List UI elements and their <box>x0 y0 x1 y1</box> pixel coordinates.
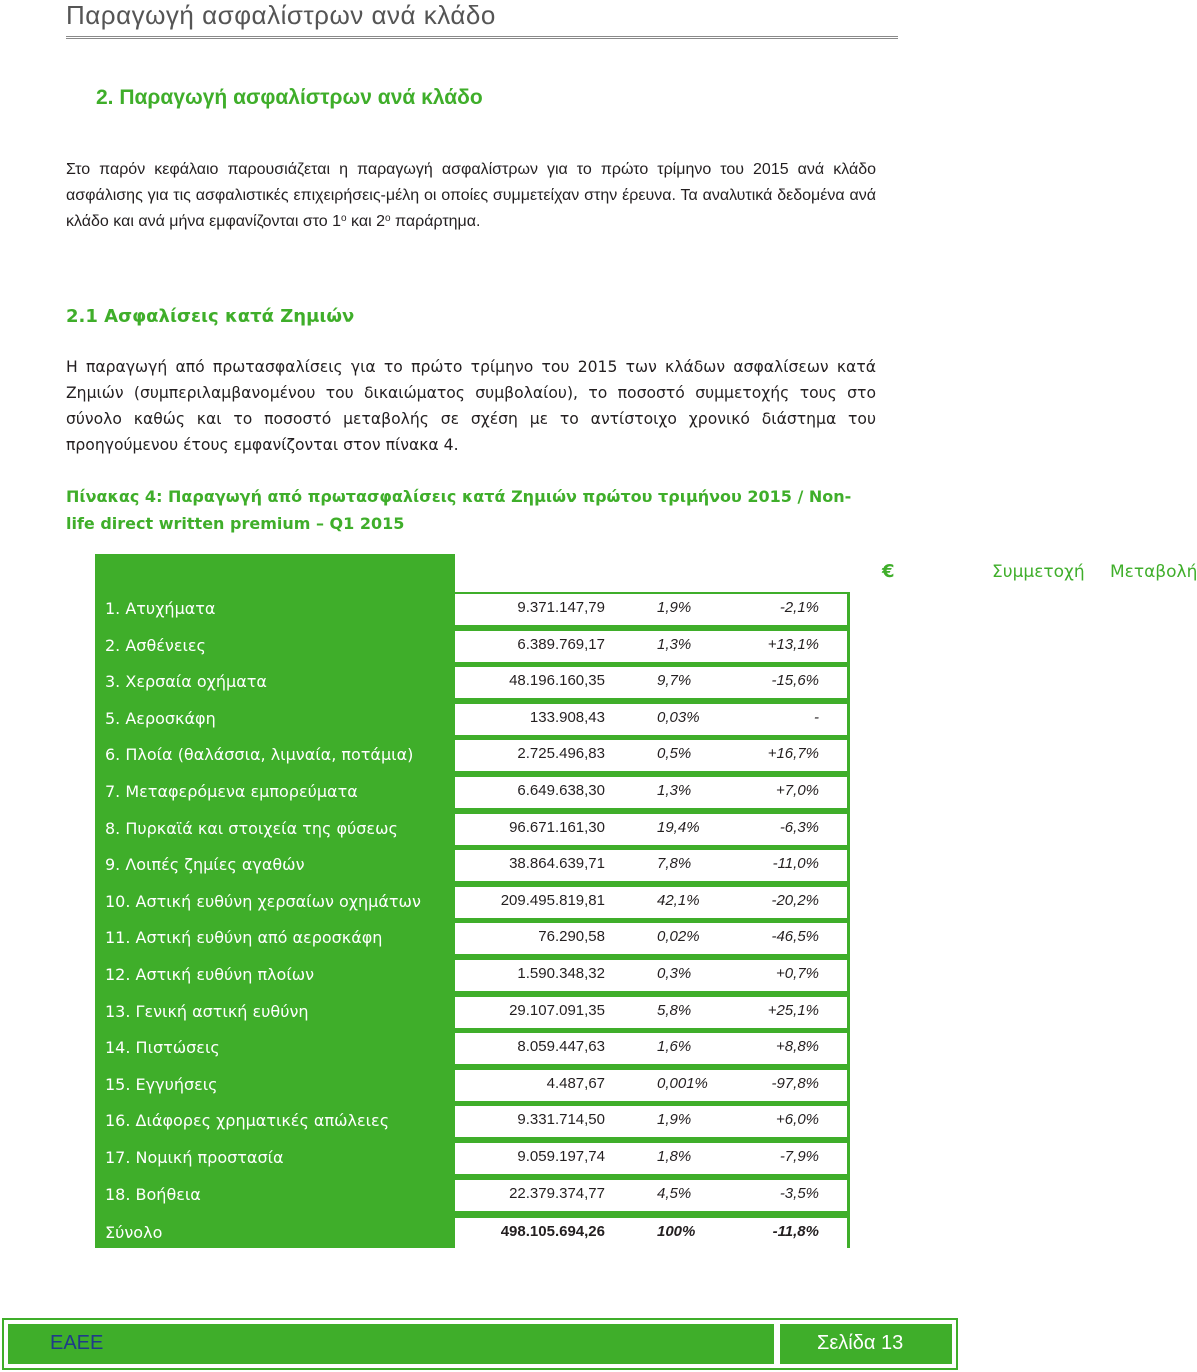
header-share: Συμμετοχή <box>992 562 1085 582</box>
row-share: 19,4% <box>657 819 700 836</box>
row-value: 6.389.769,17 <box>517 636 605 653</box>
row-label: 13. Γενική αστική ευθύνη <box>105 1002 309 1021</box>
row-cells <box>455 740 847 771</box>
table-row <box>95 593 850 626</box>
row-value: 2.725.496,83 <box>517 745 605 762</box>
footer-page-number: Σελίδα 13 <box>817 1332 904 1354</box>
row-label: 10. Αστική ευθύνη χερσαίων οχημάτων <box>105 892 421 911</box>
row-cells <box>455 814 847 845</box>
row-share: 0,001% <box>657 1075 708 1092</box>
footer-page-box <box>780 1324 952 1364</box>
row-share: 9,7% <box>657 672 692 689</box>
row-share: 1,9% <box>657 1111 692 1128</box>
row-cells <box>455 997 847 1028</box>
subsection-title: 2.1 Ασφαλίσεις κατά Ζημιών <box>66 306 355 327</box>
footer-org: ΕΑΕΕ <box>50 1332 104 1354</box>
row-value: 8.059.447,63 <box>517 1038 605 1055</box>
row-value: 76.290,58 <box>538 928 605 945</box>
row-value: 38.864.639,71 <box>509 855 605 872</box>
table-row <box>95 703 850 736</box>
header-euro: € <box>882 561 895 582</box>
table-total-row <box>95 1217 850 1250</box>
row-change: +16,7% <box>767 745 819 762</box>
header-change: Μεταβολή <box>1110 562 1197 582</box>
row-change: -7,9% <box>779 1148 819 1165</box>
table-row <box>95 1105 850 1138</box>
row-cells <box>455 631 847 662</box>
table-row <box>95 1179 850 1212</box>
row-share: 42,1% <box>657 892 700 909</box>
row-share: 1,9% <box>657 599 692 616</box>
row-change: +13,1% <box>767 636 819 653</box>
row-change: +8,8% <box>776 1038 819 1055</box>
row-value: 9.059.197,74 <box>517 1148 605 1165</box>
subsection-paragraph: Η παραγωγή από πρωτασφαλίσεις για το πρώτο τρίμηνο του 2015 των κλάδων ασφαλίσεων κατά Ζημιών (συμπεριλαμβανομένου του δικαιώματος συμβολαίου), το ποσοστό συμμετοχής τους στο σύνολο καθώς και το ποσοστό μεταβολής σε σχέση με το αντίστοιχο χρονικό διάστημα του προηγούμενου έτους εμφανίζονται στον πίνακα 4. <box>66 358 876 454</box>
row-cells <box>455 960 847 991</box>
table-row <box>95 886 850 919</box>
row-share: 1,6% <box>657 1038 692 1055</box>
table-row <box>95 1142 850 1175</box>
row-label: 15. Εγγυήσεις <box>105 1075 218 1094</box>
table-header-cells <box>455 554 1197 592</box>
intro-sup-2: ο <box>385 213 391 224</box>
row-change: -97,8% <box>771 1075 819 1092</box>
row-label: 18. Βοήθεια <box>105 1185 201 1204</box>
row-change: -6,3% <box>779 819 819 836</box>
row-change: +25,1% <box>767 1002 819 1019</box>
row-share: 0,02% <box>657 928 700 945</box>
table-header-row <box>95 554 1197 592</box>
premium-table <box>95 554 1197 1248</box>
row-cells <box>455 1070 847 1101</box>
row-cells <box>455 1143 847 1174</box>
row-share: 5,8% <box>657 1002 692 1019</box>
row-change: - <box>814 709 819 726</box>
row-change: -2,1% <box>779 599 819 616</box>
intro-text-a: Στο παρόν κεφάλαιο παρουσιάζεται η παραγωγή ασφαλίστρων για το πρώτο τρίμηνο του 2015 ανά κλάδο ασφάλισης για τις ασφαλιστικές επιχειρήσεις-μέλη οι οποίες συμμετείχαν στην έρευνα. Τα αναλυτικά δεδομένα ανά κλάδο και ανά μήνα εμφανίζονται στο 1 <box>66 161 876 230</box>
row-label: 11. Αστική ευθύνη από αεροσκάφη <box>105 928 383 947</box>
row-change: +7,0% <box>776 782 819 799</box>
row-label: 3. Χερσαία οχήματα <box>105 672 267 691</box>
row-value: 96.671.161,30 <box>509 819 605 836</box>
row-label: 7. Μεταφερόμενα εμπορεύματα <box>105 782 358 801</box>
row-share: 100% <box>657 1223 696 1240</box>
row-change: -11,8% <box>772 1223 819 1240</box>
row-label: 17. Νομική προστασία <box>105 1148 284 1167</box>
row-value: 6.649.638,30 <box>517 782 605 799</box>
row-share: 0,03% <box>657 709 700 726</box>
table-row <box>95 739 850 772</box>
row-value: 209.495.819,81 <box>500 892 605 909</box>
row-change: -3,5% <box>779 1185 819 1202</box>
row-value: 9.331.714,50 <box>517 1111 605 1128</box>
row-share: 0,3% <box>657 965 692 982</box>
row-label: 12. Αστική ευθύνη πλοίων <box>105 965 315 984</box>
row-change: -11,0% <box>772 855 819 872</box>
row-label: 16. Διάφορες χρηματικές απώλειες <box>105 1111 390 1130</box>
table-row <box>95 959 850 992</box>
row-label: 1. Ατυχήματα <box>105 599 216 618</box>
intro-sup-1: ο <box>341 213 347 224</box>
row-change: +0,7% <box>776 965 819 982</box>
row-cells <box>455 1218 847 1249</box>
row-share: 1,8% <box>657 1148 692 1165</box>
row-value: 4.487,67 <box>546 1075 605 1092</box>
table-row <box>95 813 850 846</box>
row-value: 29.107.091,35 <box>509 1002 605 1019</box>
row-change: -20,2% <box>771 892 819 909</box>
row-label: 8. Πυρκαϊά και στοιχεία της φύσεως <box>105 819 398 838</box>
row-cells <box>455 594 847 625</box>
row-value: 133.908,43 <box>529 709 605 726</box>
row-value: 9.371.147,79 <box>517 599 605 616</box>
row-share: 7,8% <box>657 855 692 872</box>
table-caption: Πίνακας 4: Παραγωγή από πρωτασφαλίσεις κατά Ζημιών πρώτου τριμήνου 2015 / Non-life direct written premium – Q1 2015 <box>66 487 852 533</box>
row-value: 22.379.374,77 <box>509 1185 605 1202</box>
row-share: 4,5% <box>657 1185 692 1202</box>
table-row <box>95 630 850 663</box>
row-cells <box>455 850 847 881</box>
row-cells <box>455 704 847 735</box>
row-value: 1.590.348,32 <box>517 965 605 982</box>
row-cells <box>455 1106 847 1137</box>
table-row <box>95 666 850 699</box>
header-divider <box>66 36 898 39</box>
intro-text-c: παράρτημα. <box>390 213 481 230</box>
row-share: 1,3% <box>657 782 692 799</box>
table-row <box>95 849 850 882</box>
total-label: Σύνολο <box>105 1223 163 1242</box>
section-title: 2. Παραγωγή ασφαλίστρων ανά κλάδο <box>96 86 483 109</box>
row-label: 6. Πλοία (θαλάσσια, λιμναία, ποτάμια) <box>105 745 414 764</box>
row-cells <box>455 923 847 954</box>
row-value: 498.105.694,26 <box>500 1223 605 1240</box>
running-header-title: Παραγωγή ασφαλίστρων ανά κλάδο <box>66 0 496 30</box>
row-change: -15,6% <box>771 672 819 689</box>
row-label: 9. Λοιπές ζημίες αγαθών <box>105 855 305 874</box>
table-header-blank <box>95 554 453 592</box>
table-row <box>95 776 850 809</box>
row-cells <box>455 667 847 698</box>
row-change: -46,5% <box>771 928 819 945</box>
row-value: 48.196.160,35 <box>509 672 605 689</box>
intro-paragraph <box>66 157 876 235</box>
row-cells <box>455 1033 847 1064</box>
row-share: 0,5% <box>657 745 692 762</box>
table-row <box>95 1032 850 1065</box>
row-label: 2. Ασθένειες <box>105 636 206 655</box>
intro-text-b: και 2 <box>346 213 386 230</box>
row-change: +6,0% <box>776 1111 819 1128</box>
table-row <box>95 1069 850 1102</box>
row-share: 1,3% <box>657 636 692 653</box>
table-row <box>95 922 850 955</box>
row-label: 14. Πιστώσεις <box>105 1038 220 1057</box>
row-cells <box>455 1180 847 1211</box>
page-footer <box>0 1318 960 1372</box>
footer-org-box <box>8 1324 774 1364</box>
row-cells <box>455 777 847 808</box>
row-cells <box>455 887 847 918</box>
table-row <box>95 996 850 1029</box>
row-label: 5. Αεροσκάφη <box>105 709 216 728</box>
